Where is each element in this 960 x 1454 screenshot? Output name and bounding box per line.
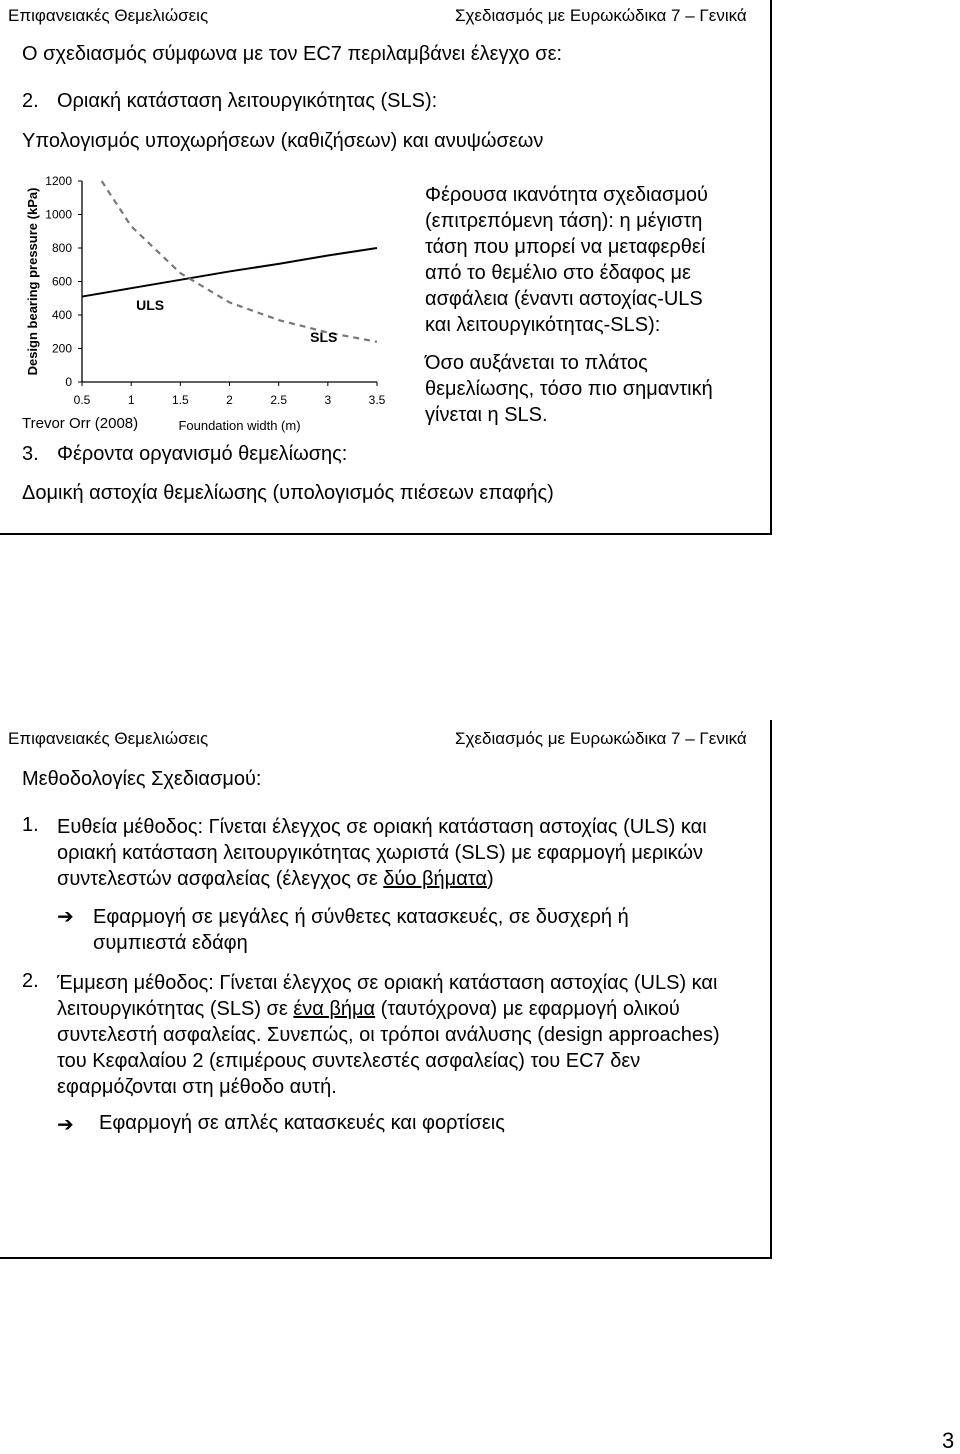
series-label-sls: SLS [310, 329, 337, 345]
x-tick-label: 2 [226, 393, 233, 407]
page-number: 3 [942, 1428, 954, 1454]
y-tick-label: 200 [52, 342, 72, 356]
series-line-sls [102, 181, 377, 342]
bearing-capacity-text [425, 182, 765, 338]
item3-title: Φέροντα οργανισμό θεμελίωσης: [57, 443, 347, 466]
method1-text [57, 814, 747, 892]
y-tick-label: 1200 [45, 174, 72, 188]
slide-1-header-right: Σχεδιασμός με Ευρωκώδικα 7 – Γενικά [455, 6, 747, 26]
methods-title: Μεθοδολογίες Σχεδιασμού: [22, 768, 261, 791]
y-tick-label: 600 [52, 275, 72, 289]
intro-text: Ο σχεδιασμός σύμφωνα με τον EC7 περιλαμβάνει έλεγχο σε: [22, 43, 562, 66]
item2-subtitle: Υπολογισμός υποχωρήσεων (καθιζήσεων) και ανυψώσεων [22, 130, 543, 153]
method2-application: Εφαρμογή σε απλές κατασκευές και φορτίσεις [99, 1112, 505, 1135]
arrow-icon: ➔ [57, 1112, 74, 1137]
bearing-line-5: ασφάλεια (έναντι αστοχίας-ULS [425, 286, 765, 312]
x-tick-label: 3.5 [369, 393, 386, 407]
x-tick-label: 1 [128, 393, 135, 407]
item2-number: 2. [22, 90, 39, 113]
item3-subtitle: Δομική αστοχία θεμελίωσης (υπολογισμός πιέσεων επαφής) [22, 482, 554, 505]
method1-text-post: ) [487, 868, 494, 890]
bearing-line-4: από το θεμέλιο στο έδαφος με [425, 260, 765, 286]
method1-application: Εφαρμογή σε μεγάλες ή σύνθετες κατασκευές, σε δυσχερή ή συμπιεστά εδάφη [93, 904, 713, 956]
x-axis-label: Foundation width (m) [178, 418, 300, 433]
x-tick-label: 3 [324, 393, 331, 407]
slide-1-header-left: Επιφανειακές Θεμελιώσεις [8, 6, 208, 26]
method2-number: 2. [22, 970, 39, 993]
width-line-2: θεμελίωσης, τόσο πιο σημαντική [425, 376, 765, 402]
bearing-pressure-chart [15, 168, 405, 438]
item2-title: Οριακή κατάσταση λειτουργικότητας (SLS): [57, 90, 437, 113]
x-tick-label: 2.5 [270, 393, 287, 407]
x-tick-label: 1.5 [172, 393, 189, 407]
series-label-uls: ULS [136, 297, 164, 313]
width-line-1: Όσο αυξάνεται το πλάτος [425, 350, 765, 376]
bearing-line-6: και λειτουργικότητας-SLS): [425, 312, 765, 338]
width-line-3: γίνεται η SLS. [425, 402, 765, 428]
y-axis-label: Design bearing pressure (kPa) [25, 188, 40, 376]
y-tick-label: 400 [52, 308, 72, 322]
method1-text-pre: Ευθεία μέθοδος: Γίνεται έλεγχος σε οριακή κατάσταση αστοχίας (ULS) και οριακή κατάσταση λειτουργικότητας χωριστά (SLS) με εφαρμογή μερικών συντελεστών ασφαλείας (έλεγχος σε [57, 816, 707, 890]
method2-text-pre: Έμμεση μέθοδος: Γίνεται έλεγχος σε οριακή κατάσταση αστοχίας (ULS) και λειτουργικότητας (SLS) σε [57, 972, 717, 1020]
bearing-line-1: Φέρουσα ικανότητα σχεδιασμού [425, 182, 765, 208]
y-tick-label: 1000 [45, 208, 72, 222]
slide-2-header-left: Επιφανειακές Θεμελιώσεις [8, 729, 208, 749]
method1-underlined: δύο βήματα [383, 868, 487, 890]
method2-underlined: ένα βήμα [293, 998, 375, 1020]
bearing-line-3: τάση που μπορεί να μεταφερθεί [425, 234, 765, 260]
width-effect-text [425, 350, 765, 428]
method1-number: 1. [22, 814, 39, 837]
x-tick-label: 0.5 [74, 393, 91, 407]
bearing-line-2: (επιτρεπόμενη τάση): η μέγιστη [425, 208, 765, 234]
y-tick-label: 800 [52, 241, 72, 255]
chart-source: Trevor Orr (2008) [22, 415, 138, 432]
item3-number: 3. [22, 443, 39, 466]
method2-text-post: (ταυτόχρονα) με εφαρμογή ολικού συντελεστή ασφαλείας. Συνεπώς, οι τρόποι ανάλυσης (design approaches) του Κεφαλαίου 2 (επιμέρους συντελεστές ασφαλείας) του EC7 δεν εφαρμόζονται στη μέθοδο αυτή. [57, 998, 720, 1098]
slide-2-header-right: Σχεδιασμός με Ευρωκώδικα 7 – Γενικά [455, 729, 747, 749]
arrow-icon: ➔ [57, 904, 74, 929]
y-tick-label: 0 [65, 375, 72, 389]
series-line-uls [82, 248, 377, 297]
method2-text [57, 970, 747, 1100]
